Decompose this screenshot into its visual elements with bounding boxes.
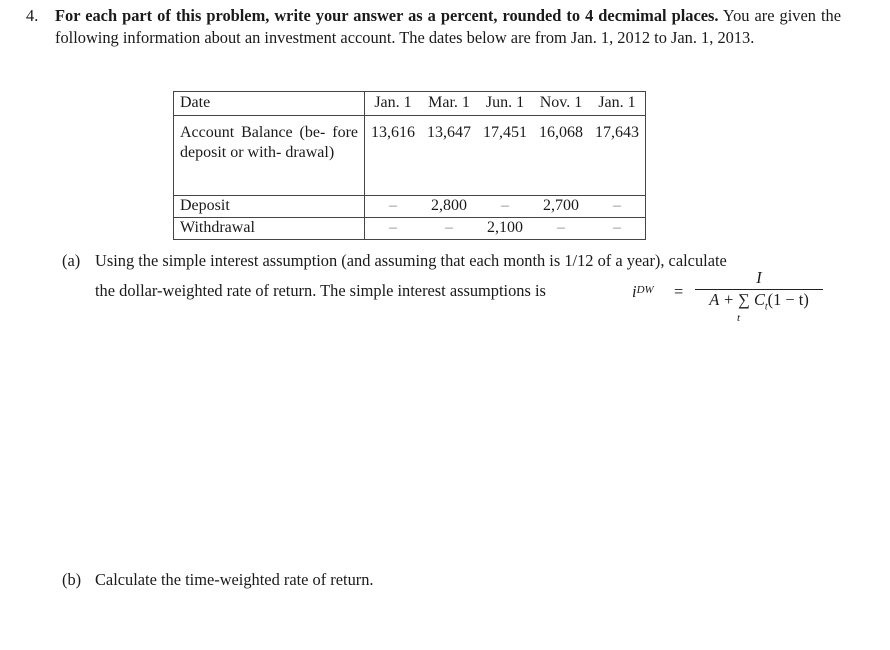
formula-i: i — [632, 282, 637, 301]
header-date-label: Date — [174, 92, 365, 116]
problem-instructions: For each part of this problem, write your answer as a percent, rounded to 4 decmimal places. — [55, 6, 719, 25]
part-a-line2: the dollar-weighted rate of return. The simple interest assumptions is — [95, 281, 546, 300]
part-b-label: (b) — [62, 570, 82, 589]
table-cell: – — [445, 219, 453, 236]
table-cell: 17,643 — [589, 116, 646, 196]
row-label-deposit: Deposit — [174, 196, 365, 218]
formula-numerator: I — [756, 268, 762, 287]
formula-denominator — [695, 290, 823, 312]
table-cell: 2,800 — [421, 196, 477, 218]
column-header: Jan. 1 — [365, 92, 422, 116]
table-cell: – — [589, 196, 646, 218]
part-a-label: (a) — [62, 251, 81, 270]
table-row-deposit — [174, 196, 646, 218]
part-b-text: Calculate the time-weighted rate of return. — [95, 570, 374, 589]
investment-table — [173, 91, 646, 240]
column-header: Mar. 1 — [421, 92, 477, 116]
balance-label-text: Account Balance (be- fore deposit or with- drawal) — [180, 124, 358, 161]
table-cell: – — [389, 219, 397, 236]
table-cell: 17,451 — [477, 116, 533, 196]
table-cell: 2,700 — [533, 196, 589, 218]
problem-statement — [26, 5, 841, 49]
denominator-tail: (1 − t) — [767, 290, 809, 309]
column-header: Jan. 1 — [589, 92, 646, 116]
dollar-weighted-formula — [632, 268, 832, 338]
table-row-withdrawal — [174, 218, 646, 240]
table-cell: – — [613, 219, 621, 236]
part-b — [62, 565, 374, 595]
sum-index: t — [737, 312, 741, 324]
table-header-row — [174, 92, 646, 116]
table-cell: 13,647 — [421, 116, 477, 196]
row-label-withdrawal: Withdrawal — [174, 218, 365, 240]
problem-description: You are given the following information about an investment account. The dates below are from Jan. 1, 2012 to Jan. 1, 2013. — [55, 6, 841, 47]
table-cell: 16,068 — [533, 116, 589, 196]
problem-body — [55, 5, 841, 49]
formula-lhs — [632, 282, 654, 302]
row-label-balance — [174, 116, 365, 196]
formula-equals: = — [674, 282, 684, 301]
table-cell: 13,616 — [365, 116, 422, 196]
denominator-subscript: t — [764, 301, 768, 313]
part-a-line1: Using the simple interest assumption (and assuming that each month is 1/12 of a year), calculate — [95, 251, 727, 270]
table-cell: – — [365, 196, 422, 218]
column-header: Jun. 1 — [477, 92, 533, 116]
table-cell: – — [477, 196, 533, 218]
formula-superscript: DW — [636, 284, 654, 296]
table-row-balance — [174, 116, 646, 196]
table-cell: – — [557, 219, 565, 236]
problem-number: 4. — [26, 6, 39, 25]
column-header: Nov. 1 — [533, 92, 589, 116]
table-cell: 2,100 — [487, 219, 523, 236]
denominator-main: A + ∑ C — [709, 290, 765, 309]
